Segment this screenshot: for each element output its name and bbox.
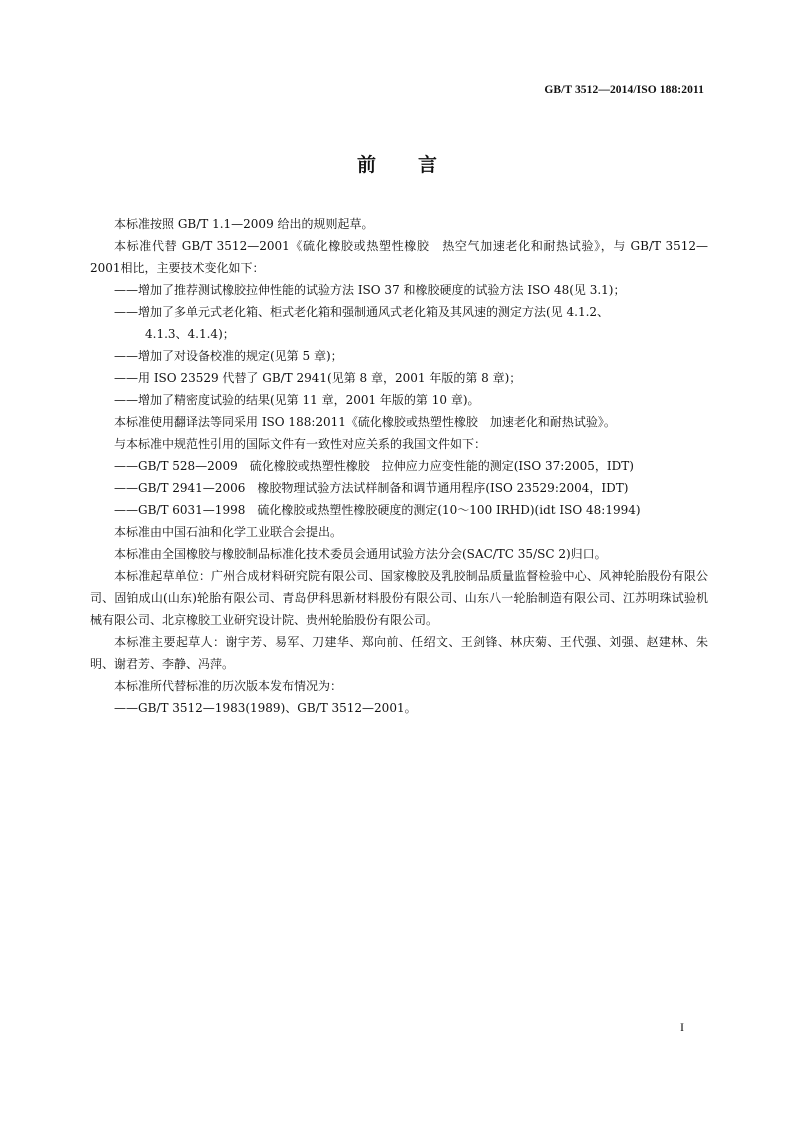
paragraph-replacement: 本标准代替 GB/T 3512—2001《硫化橡胶或热塑性橡胶 热空气加速老化和耐热试验》，与 GB/T 3512—2001相比，主要技术变化如下： <box>90 239 708 275</box>
previous-editions-item: ——GB/T 3512—1983(1989)、GB/T 3512—2001。 <box>114 701 417 715</box>
paragraph-previous-editions: 本标准所代替标准的历次版本发布情况为： <box>114 679 343 693</box>
paragraph-proposed-by: 本标准由中国石油和化学工业联合会提出。 <box>114 525 343 539</box>
change-item-precision: ——增加了精密度试验的结果(见第 11 章，2001 年版的第 10 章)。 <box>114 393 480 407</box>
change-item-iso23529: ——用 ISO 23529 代替了 GB/T 2941(见第 8 章，2001 年版的第 8 章)； <box>114 371 522 385</box>
change-item-ageing-ovens-continued: 4.1.3、4.1.4)； <box>145 327 235 341</box>
change-item-calibration: ——增加了对设备校准的规定(见第 5 章)； <box>114 349 343 363</box>
change-item-ageing-ovens: ——增加了多单元式老化箱、柜式老化箱和强制通风式老化箱及其风速的测定方法(见 4.1.2、 <box>114 305 610 319</box>
reference-item-gbt6031: ——GB/T 6031—1998 硫化橡胶或热塑性橡胶硬度的测定(10～100 IRHD)(idt ISO 48:1994) <box>114 503 641 517</box>
foreword-body <box>90 213 708 719</box>
paragraph-drafting-rules: 本标准按照 GB/T 1.1—2009 给出的规则起草。 <box>114 217 374 231</box>
standard-code-header: GB/T 3512—2014/ISO 188:2011 <box>544 84 704 96</box>
reference-item-gbt528: ——GB/T 528—2009 硫化橡胶或热塑性橡胶 拉伸应力应变性能的测定(ISO 37:2005，IDT) <box>114 459 634 473</box>
paragraph-correspondence: 与本标准中规范性引用的国际文件有一致性对应关系的我国文件如下： <box>114 437 487 451</box>
page-number: I <box>680 1020 684 1034</box>
paragraph-drafting-units: 本标准起草单位：广州合成材料研究院有限公司、国家橡胶及乳胶制品质量监督检验中心、风神轮胎股份有限公司、固铂成山(山东)轮胎有限公司、青岛伊科思新材料股份有限公司、山东八一轮胎制造有限公司、江苏明珠试验机械有限公司、北京橡胶工业研究设计院、贵州轮胎股份有限公司。 <box>90 569 708 627</box>
change-item-test-methods: ——增加了推荐测试橡胶拉伸性能的试验方法 ISO 37 和橡胶硬度的试验方法 ISO 48(见 3.1)； <box>114 283 626 297</box>
paragraph-adoption: 本标准使用翻译法等同采用 ISO 188:2011《硫化橡胶或热塑性橡胶 加速老化和耐热试验》。 <box>114 415 616 429</box>
paragraph-responsible-committee: 本标准由全国橡胶与橡胶制品标准化技术委员会通用试验方法分会(SAC/TC 35/SC 2)归口。 <box>114 547 607 561</box>
reference-item-gbt2941: ——GB/T 2941—2006 橡胶物理试验方法试样制备和调节通用程序(ISO 23529:2004，IDT) <box>114 481 629 495</box>
page-title: 前言 <box>356 154 479 176</box>
paragraph-drafters: 本标准主要起草人：谢宇芳、易军、刀建华、郑向前、任绍文、王剑锋、林庆菊、王代强、刘强、赵建林、朱明、谢君芳、李静、冯萍。 <box>90 635 708 671</box>
